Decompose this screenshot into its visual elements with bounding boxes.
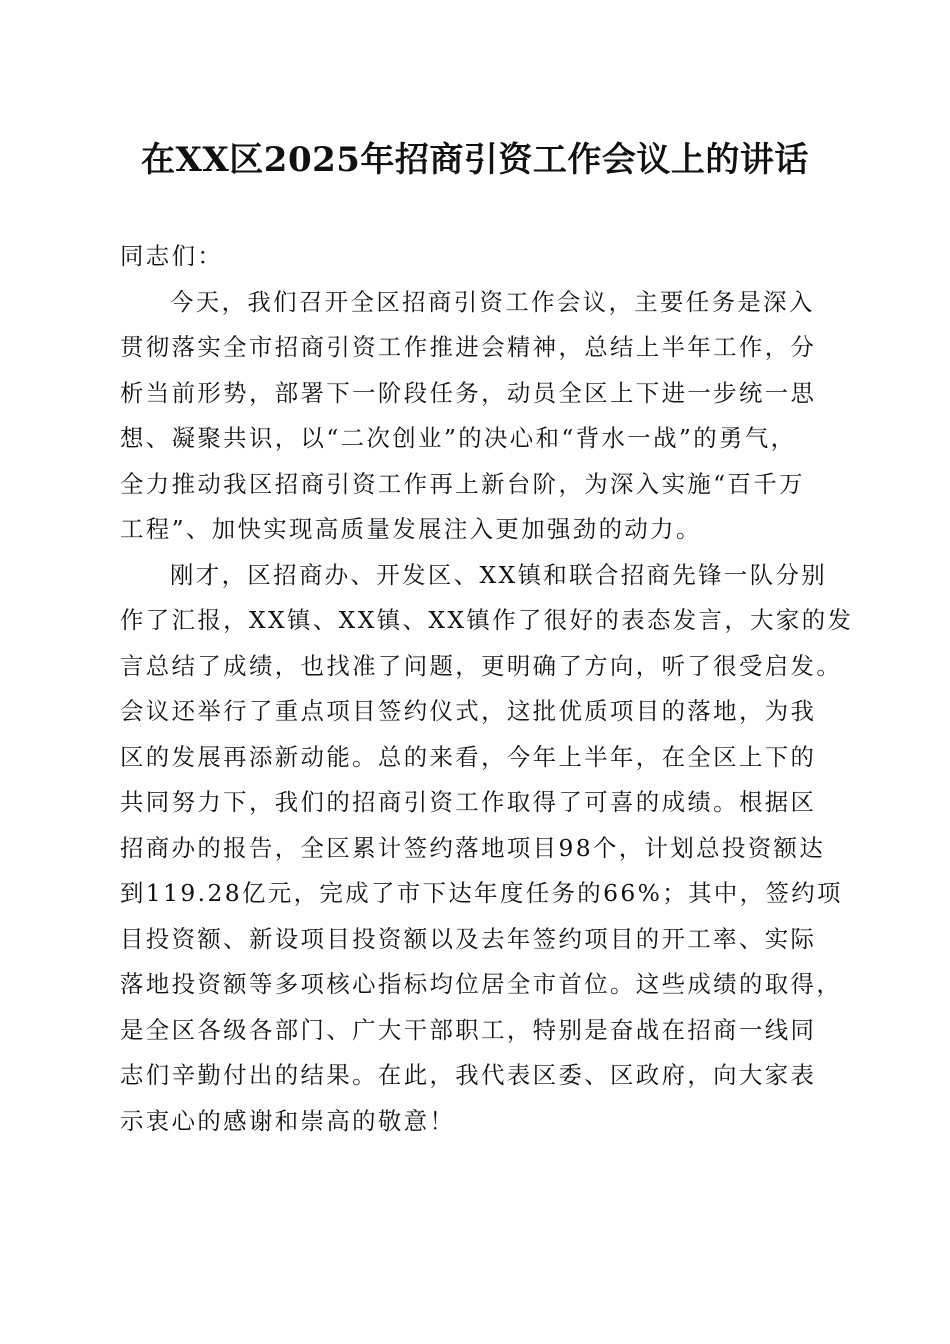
document-body [120, 234, 854, 1144]
text-line: 今天，我们召开全区招商引资工作会议，主要任务是深入 [170, 287, 815, 316]
text-line: 工程”、加快实现高质量发展注入更加强劲的动力。 [120, 515, 702, 543]
text-line: 到119.28亿元，完成了市下达年度任务的66%；其中，签约项 [120, 879, 843, 907]
paragraph-achievements [120, 553, 854, 1145]
text-line: 目投资额、新设项目投资额以及去年签约项目的开工率、实际 [120, 924, 817, 953]
text-line: 贯彻落实全市招商引资工作推进会精神，总结上半年工作，分 [120, 333, 817, 361]
text-line: 区的发展再添新动能。总的来看，今年上半年，在全区上下的 [120, 742, 817, 771]
text-line: 示衷心的感谢和崇高的敬意！ [120, 1106, 456, 1135]
text-line: 会议还举行了重点项目签约仪式，这批优质项目的落地，为我 [120, 697, 817, 725]
document-title: 在XX区2025年招商引资工作会议上的讲话 [141, 140, 809, 180]
text-line: 想、凝聚共识，以“二次创业”的决心和“背水一战”的勇气， [120, 424, 797, 452]
text-line: 招商办的报告，全区累计签约落地项目98个，计划总投资额达 [120, 833, 826, 862]
paragraph-opening [120, 280, 832, 553]
text-line: 志们辛勤付出的结果。在此，我代表区委、区政府，向大家表 [120, 1061, 817, 1089]
text-line: 析当前形势，部署下一阶段任务，动员全区上下进一步统一思 [120, 378, 817, 407]
text-line: 刚才，区招商办、开发区、XX镇和联合招商先锋一队分别 [170, 560, 828, 589]
text-line: 作了汇报，XX镇、XX镇、XX镇作了很好的表态发言，大家的发 [120, 606, 854, 634]
text-line: 言总结了成绩，也找准了问题，更明确了方向，听了很受启发。 [120, 651, 843, 680]
text-line: 共同努力下，我们的招商引资工作取得了可喜的成绩。根据区 [120, 788, 817, 816]
text-line: 全力推动我区招商引资工作再上新台阶，为深入实施“百千万 [120, 469, 805, 498]
text-line: 是全区各级各部门、广大干部职工，特别是奋战在招商一线同 [120, 1015, 817, 1044]
text-line: 落地投资额等多项核心指标均位居全市首位。这些成绩的取得， [120, 970, 843, 998]
salutation: 同志们： [120, 242, 224, 270]
